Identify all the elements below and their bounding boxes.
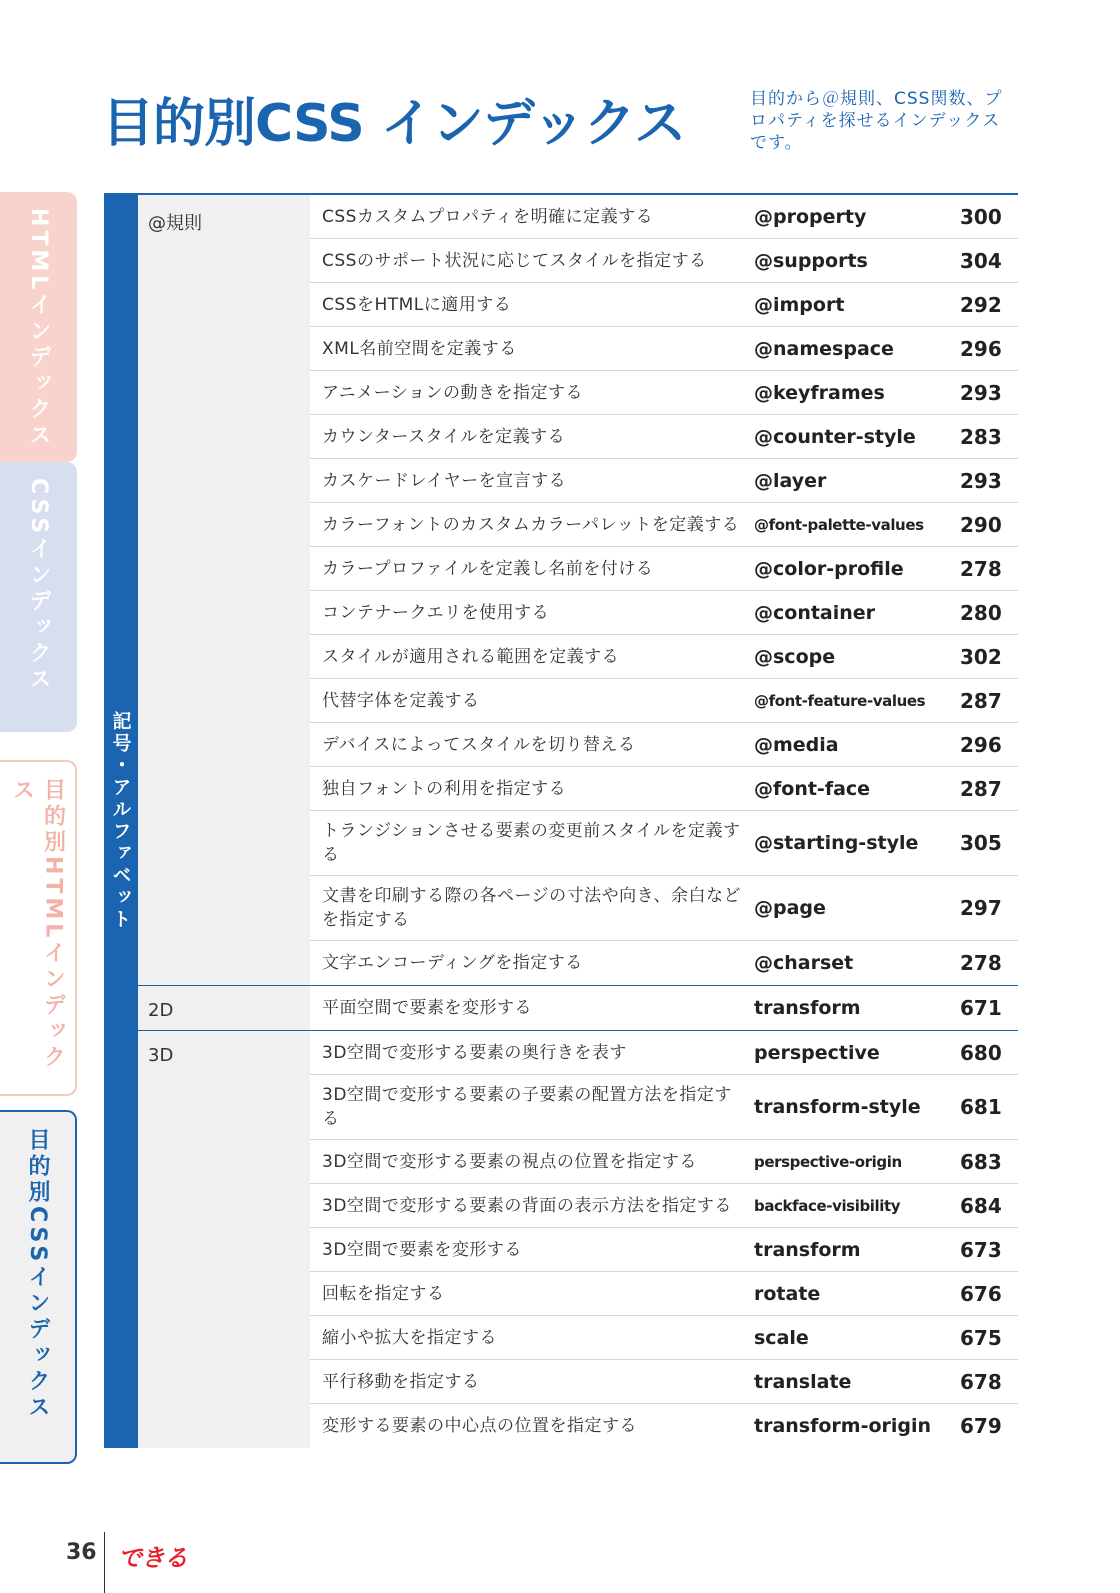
index-row (310, 283, 1018, 327)
row-property: transform-origin (754, 1415, 932, 1437)
tab-purpose-html-index[interactable] (0, 760, 77, 1096)
row-property: @import (754, 293, 845, 316)
row-page-number: 280 (960, 600, 1002, 625)
row-description: トランジションさせる要素の変更前スタイルを定義する (322, 821, 741, 865)
row-page-number: 683 (960, 1149, 1002, 1174)
row-property: rotate (754, 1282, 821, 1305)
row-property: @counter-style (754, 425, 916, 448)
index-row (310, 635, 1018, 679)
tab-purpose-css-index[interactable] (0, 1110, 77, 1464)
row-property: @starting-style (754, 832, 919, 854)
row-description: CSSカスタムプロパティを明確に定義する (322, 206, 654, 227)
index-row (310, 1316, 1018, 1360)
row-description: 平行移動を指定する (322, 1371, 480, 1392)
row-page-number: 287 (960, 688, 1002, 713)
row-description: アニメーションの動きを指定する (322, 382, 583, 403)
row-page-number: 287 (960, 776, 1002, 801)
row-description: 代替字体を定義する (322, 690, 480, 711)
row-property: @layer (754, 469, 827, 492)
index-row (310, 195, 1018, 239)
row-description: 文字エンコーディングを指定する (322, 953, 583, 973)
row-property: perspective-origin (754, 1152, 902, 1171)
index-table (138, 193, 1018, 1448)
row-property: @supports (754, 249, 868, 272)
row-property: @scope (754, 645, 836, 668)
index-row (310, 1075, 1018, 1140)
index-row (310, 1031, 1018, 1075)
row-page-number: 297 (960, 896, 1002, 920)
index-row (310, 239, 1018, 283)
row-property: @keyframes (754, 381, 885, 404)
index-row (310, 1272, 1018, 1316)
page-number: 36 (66, 1540, 97, 1565)
index-row (310, 1360, 1018, 1404)
row-page-number: 296 (960, 732, 1002, 757)
row-property: @font-feature-values (754, 691, 926, 710)
index-row (310, 986, 1018, 1030)
index-row (310, 941, 1018, 985)
row-property: @color-profile (754, 557, 904, 580)
index-group (138, 1031, 1018, 1448)
row-property: perspective (754, 1041, 880, 1064)
tab-css-index[interactable] (0, 462, 77, 732)
group-label: 3D (138, 1031, 310, 1448)
row-description: 回転を指定する (322, 1283, 445, 1304)
page-title: 目的別CSS インデックス (102, 94, 686, 154)
row-description: カラープロファイルを定義し名前を付ける (322, 558, 654, 579)
index-group (138, 986, 1018, 1031)
row-description: 独自フォントの利用を指定する (322, 778, 567, 799)
row-description: 3D空間で変形する要素の視点の位置を指定する (322, 1151, 697, 1172)
row-page-number: 278 (960, 951, 1002, 975)
index-row (310, 459, 1018, 503)
index-row (310, 415, 1018, 459)
row-page-number: 300 (960, 204, 1002, 229)
row-property: @charset (754, 952, 854, 974)
index-row (310, 371, 1018, 415)
row-description: カウンタースタイルを定義する (322, 426, 566, 447)
row-description: 3D空間で変形する要素の子要素の配置方法を指定する (322, 1085, 732, 1129)
index-row (310, 1228, 1018, 1272)
tab-html-index-label: HTMLインデックス (26, 208, 51, 450)
row-page-number: 283 (960, 424, 1002, 449)
row-page-number: 671 (960, 996, 1002, 1020)
row-property: transform-style (754, 1096, 921, 1118)
row-property: @page (754, 897, 826, 919)
row-description: CSSをHTMLに適用する (322, 294, 512, 315)
row-property: translate (754, 1370, 852, 1393)
row-page-number: 679 (960, 1414, 1002, 1438)
brand-logo: できる (118, 1544, 187, 1572)
row-description: 縮小や拡大を指定する (322, 1327, 497, 1348)
tab-purpose-html-index-label: 目的別HTMLインデックス (9, 778, 66, 1072)
row-property: transform (754, 1238, 861, 1261)
index-row (310, 876, 1018, 941)
row-property: @namespace (754, 337, 894, 360)
row-property: transform (754, 997, 861, 1019)
row-description: 変形する要素の中心点の位置を指定する (322, 1416, 637, 1436)
index-row (310, 723, 1018, 767)
row-property: @container (754, 601, 876, 624)
row-page-number: 305 (960, 831, 1002, 855)
row-description: カラーフォントのカスタムカラーパレットを定義する (322, 514, 740, 535)
row-page-number: 293 (960, 468, 1002, 493)
row-description: デバイスによってスタイルを切り替える (322, 734, 636, 755)
row-page-number: 684 (960, 1193, 1002, 1218)
index-row (310, 1140, 1018, 1184)
index-row (310, 767, 1018, 811)
row-description: 文書を印刷する際の各ページの寸法や向き、余白などを指定する (322, 886, 741, 930)
index-row (310, 503, 1018, 547)
row-property: backface-visibility (754, 1196, 901, 1215)
row-page-number: 296 (960, 336, 1002, 361)
row-page-number: 673 (960, 1237, 1002, 1262)
group-rows (310, 195, 1018, 985)
row-page-number: 304 (960, 248, 1002, 273)
index-group (138, 195, 1018, 986)
group-rows (310, 986, 1018, 1030)
row-description: CSSのサポート状況に応じてスタイルを指定する (322, 250, 707, 271)
row-page-number: 302 (960, 644, 1002, 669)
row-property: @property (754, 205, 867, 228)
row-description: XML名前空間を定義する (322, 338, 517, 359)
row-description: 3D空間で変形する要素の奥行きを表す (322, 1042, 627, 1063)
row-property: @media (754, 733, 839, 756)
row-page-number: 678 (960, 1369, 1002, 1394)
row-description: 3D空間で変形する要素の背面の表示方法を指定する (322, 1195, 732, 1216)
tab-html-index[interactable] (0, 192, 77, 462)
row-page-number: 293 (960, 380, 1002, 405)
group-label: @規則 (138, 195, 310, 985)
index-row (310, 591, 1018, 635)
index-row (310, 327, 1018, 371)
group-rows (310, 1031, 1018, 1448)
row-page-number: 675 (960, 1325, 1002, 1350)
category-label: 記号・アルファベット (109, 710, 132, 931)
row-property: @font-palette-values (754, 515, 924, 534)
index-row (310, 1184, 1018, 1228)
row-page-number: 681 (960, 1095, 1002, 1119)
row-page-number: 676 (960, 1281, 1002, 1306)
index-row (310, 1404, 1018, 1448)
row-property: scale (754, 1326, 809, 1349)
row-page-number: 278 (960, 556, 1002, 581)
group-label: 2D (138, 986, 310, 1030)
index-row (310, 547, 1018, 591)
row-description: 平面空間で要素を変形する (322, 998, 532, 1018)
row-page-number: 290 (960, 512, 1002, 537)
row-property: @font-face (754, 777, 871, 800)
tab-css-index-label: CSSインデックス (26, 478, 51, 694)
page-description: 目的から＠規則、CSS関数、プロパティを探せるインデックスです。 (750, 89, 1003, 153)
row-page-number: 292 (960, 292, 1002, 317)
row-page-number: 680 (960, 1040, 1002, 1065)
row-description: コンテナークエリを使用する (322, 602, 550, 623)
index-row (310, 811, 1018, 876)
index-row (310, 679, 1018, 723)
row-description: 3D空間で要素を変形する (322, 1239, 522, 1260)
row-description: スタイルが適用される範囲を定義する (322, 646, 620, 667)
row-description: カスケードレイヤーを宣言する (322, 470, 567, 491)
tab-purpose-css-index-label: 目的別CSSインデックス (25, 1128, 50, 1422)
category-bar (104, 193, 138, 1448)
footer-divider (104, 1532, 105, 1593)
